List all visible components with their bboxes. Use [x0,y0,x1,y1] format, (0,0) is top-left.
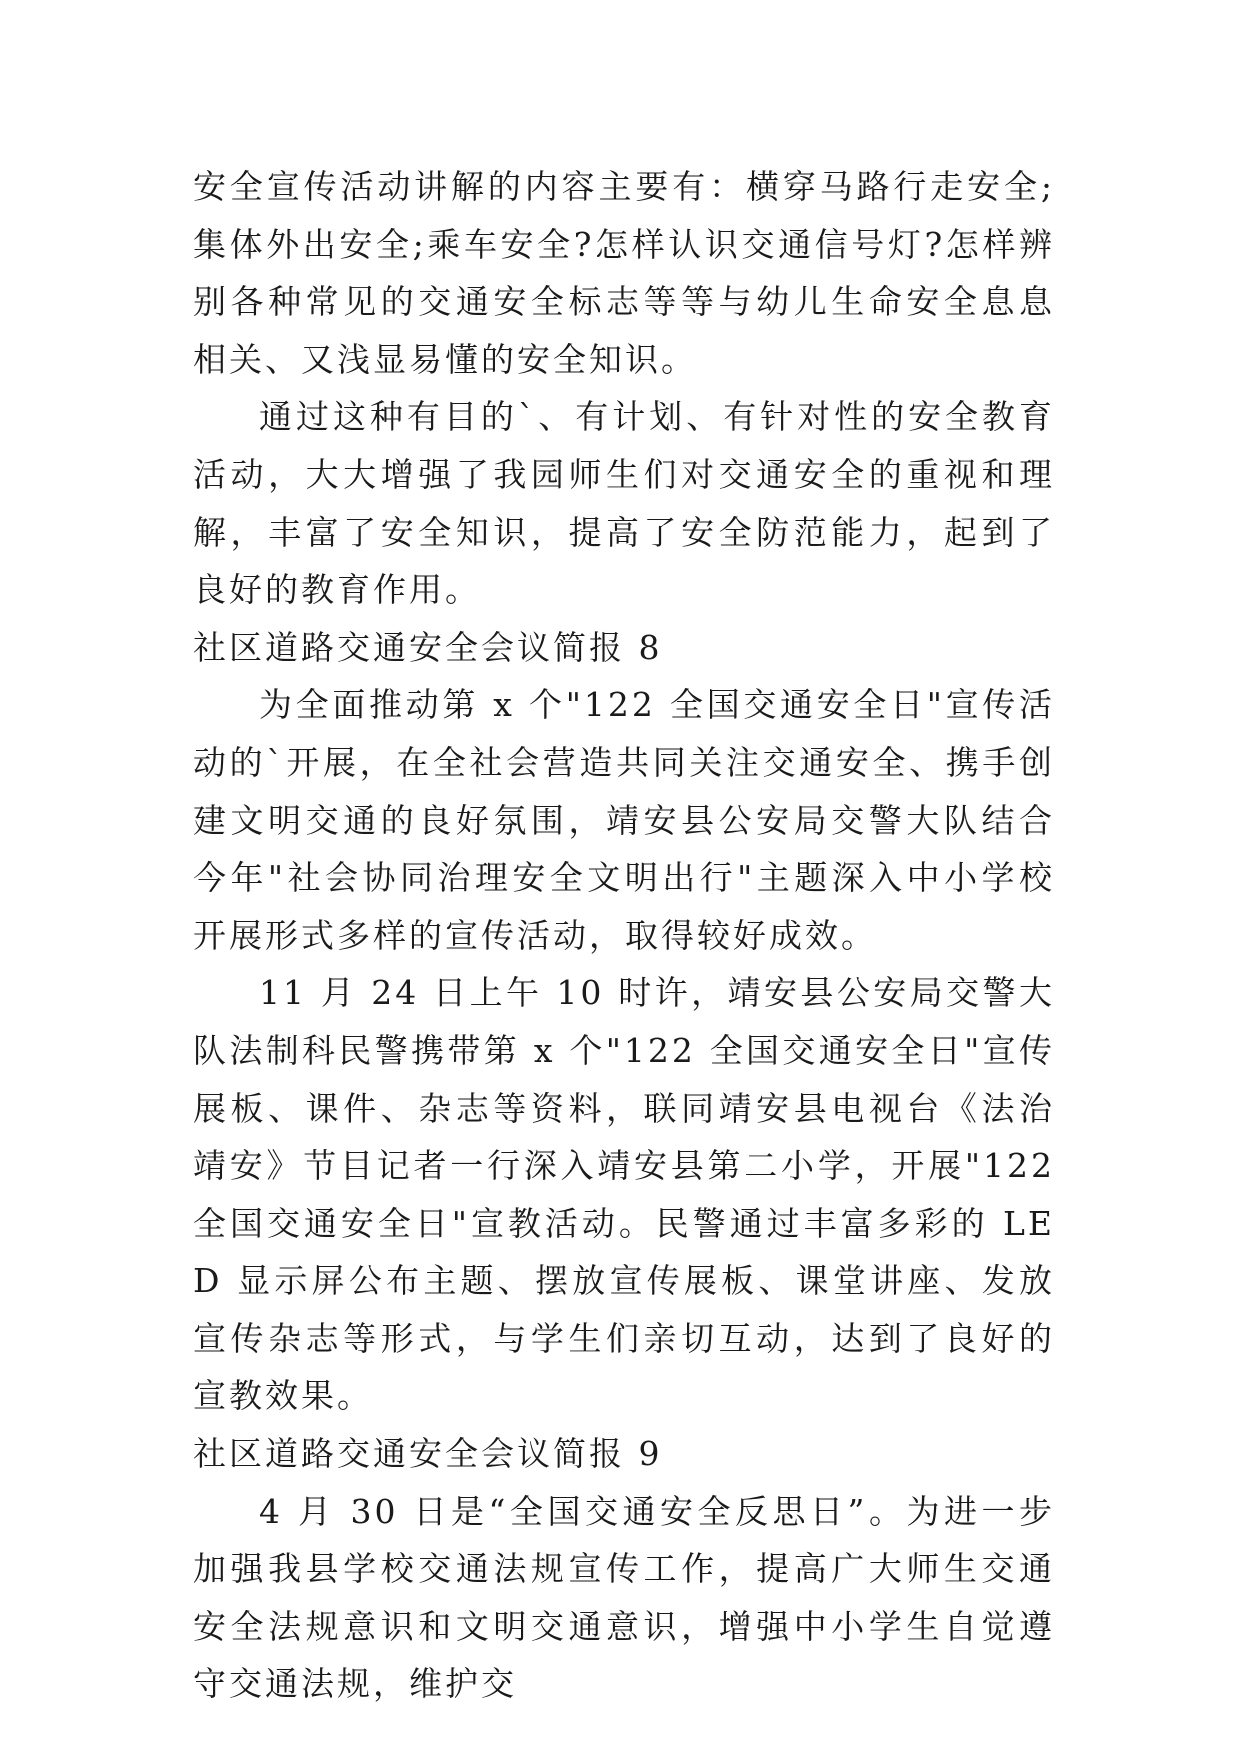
section-heading-8: 社区道路交通安全会议简报 8 [193,627,663,667]
paragraph-nov-24-event: 11 月 24 日上午 10 时许，靖安县公安局交警大队法制科民警携带第 x 个"122 全国交通安全日"宣传展板、课件、杂志等资料，联同靖安县电视台《法治靖安》节目记者一行深入靖安县第二小学，开展"122 全国交通安全日"宣教活动。民警通过丰富多彩的 LED 显示屏公布主题、摆放宣传展板、课堂讲座、发放宣传杂志等形式，与学生们亲切互动，达到了良好的宣教效果。 [193,973,1055,1416]
document-body [193,158,1055,1713]
paragraph-122-campaign: 为全面推动第 x 个"122 全国交通安全日"宣传活动的`开展，在全社会营造共同关注交通安全、携手创建文明交通的良好氛围，靖安县公安局交警大队结合今年"社会协同治理安全文明出行"主题深入中小学校开展形式多样的宣传活动，取得较好成效。 [193,685,1055,955]
paragraph-april-30: 4 月 30 日是“全国交通安全反思日”。为进一步加强我县学校交通法规宣传工作，提高广大师生交通安全法规意识和文明交通意识，增强中小学生自觉遵守交通法规，维护交 [193,1491,1055,1704]
paragraph-safety-content: 安全宣传活动讲解的内容主要有：横穿马路行走安全;集体外出安全;乘车安全?怎样认识交通信号灯?怎样辨别各种常见的交通安全标志等等与幼儿生命安全息息相关、又浅显易懂的安全知识。 [193,167,1055,379]
paragraph-education-effect: 通过这种有目的`、有计划、有针对性的安全教育活动，大大增强了我园师生们对交通安全的重视和理解，丰富了安全知识，提高了安全防范能力，起到了良好的教育作用。 [193,397,1055,610]
section-heading-9: 社区道路交通安全会议简报 9 [193,1434,663,1474]
